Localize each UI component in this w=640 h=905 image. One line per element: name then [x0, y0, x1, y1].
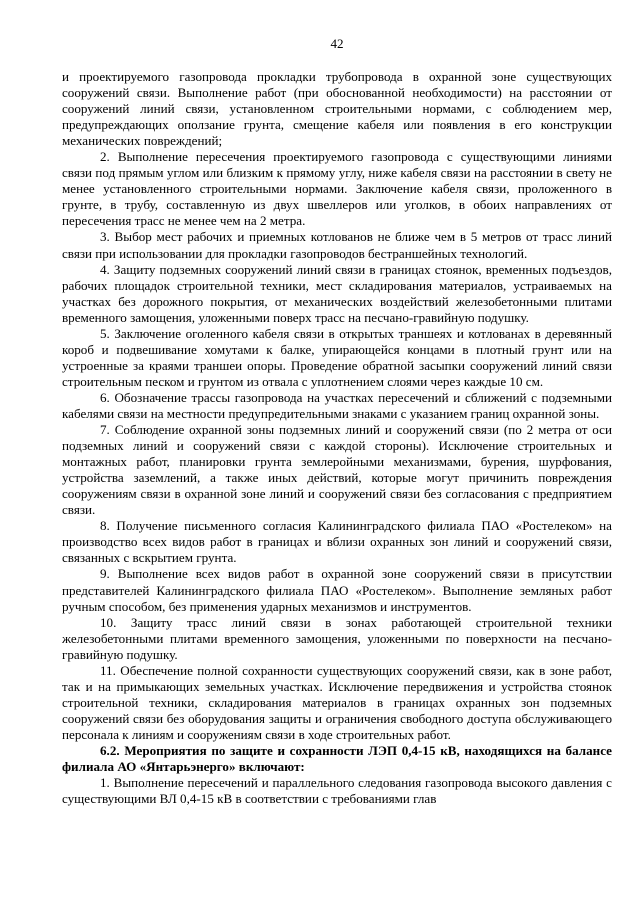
paragraph-item-7: 7. Соблюдение охранной зоны подземных линий и сооружений связи (по 2 метра от оси подземных линий и сооружений связи с каждой стороны). Исключение строительных и монтажных работ, планировки грунта землеройными механизмами, бурения, шурфования, устройства заземлений, а также иных действий, которые могут причинить повреждения сооружениям связи в охранной зоне линий и сооружений связи без согласования с предприятием связи. [62, 422, 612, 518]
paragraph-item-6: 6. Обозначение трассы газопровода на участках пересечений и сближений с подземными кабелями связи на местности предупредительными знаками с указанием границ охранной зоны. [62, 389, 612, 421]
paragraph-item-4: 4. Защиту подземных сооружений линий связи в границах стоянок, временных подъездов, рабочих площадок строительной техники, мест складирования материалов, устраиваемых на участках без дорожного покрытия, от механических воздействий железобетонными плитами временного замощения, уложенными поверх трасс на песчано-гравийную подушку. [62, 261, 612, 325]
paragraph-item-9: 9. Выполнение всех видов работ в охранной зоне сооружений связи в присутствии представителей Калининградского филиала ПАО «Ростелеком». Выполнение земляных работ ручным способом, без применения ударных механизмов и инструментов. [62, 566, 612, 614]
paragraph-item-11: 11. Обеспечение полной сохранности существующих сооружений связи, как в зоне работ, так и на примыкающих земельных участках. Исключение передвижения и устройства стоянок строительной техники, складирования материалов в границах охранных зон подземных сооружений связи без оборудования защиты и ограничения свободного доступа обслуживающего персонала к линиям и сооружениям связи в ходе строительных работ. [62, 662, 612, 742]
paragraph-item-3: 3. Выбор мест рабочих и приемных котлованов не ближе чем в 5 метров от трасс линий связи при использовании для прокладки газопроводов бестраншейных технологий. [62, 229, 612, 261]
paragraph-item-8: 8. Получение письменного согласия Калининградского филиала ПАО «Ростелеком» на производство всех видов работ в границах и вблизи охранных зон линий и сооружений связи, связанных с вскрытием грунта. [62, 518, 612, 566]
paragraph-item-5: 5. Заключение оголенного кабеля связи в открытых траншеях и котлованах в деревянный короб и подвешивание хомутами к балке, упирающейся концами в плотный грунт или на устроенные за краями траншеи опоры. Проведение обратной засыпки сооружений линий связи строительным песком и грунтом из отвала с уплотнением слоями через каждые 10 см. [62, 325, 612, 389]
section-heading: 6.2. Мероприятия по защите и сохранности ЛЭП 0,4-15 кВ, находящихся на балансе филиала АО «Янтарьэнерго» включают: [62, 742, 612, 775]
paragraph-continuation: и проектируемого газопровода прокладки трубопровода в охранной зоне существующих сооружений связи. Выполнение работ (при обоснованной необходимости) на расстоянии от сооружений линий связи, установленном строительными нормами, с соблюдением мер, предупреждающих оползание грунта, смещение кабеля или появления в его конструкции механических повреждений; [62, 69, 612, 149]
paragraph-section-item-1: 1. Выполнение пересечений и параллельного следования газопровода высокого давления с существующими ВЛ 0,4-15 кВ в соответствии с требованиями глав [62, 775, 612, 807]
paragraph-item-10: 10. Защиту трасс линий связи в зонах работающей строительной техники железобетонными плитами временного замощения, уложенными по поверхности на песчано-гравийную подушку. [62, 614, 612, 662]
paragraph-item-2: 2. Выполнение пересечения проектируемого газопровода с существующими линиями связи под прямым углом или близким к прямому углу, ниже кабеля связи на расстоянии в свету не менее установленного строительными нормами. Заключение кабеля связи, проложенного в грунте, в трубу, составленную из двух швеллеров или уголков, в обоих направлениях от пересечения трасс не менее чем на 2 метра. [62, 149, 612, 229]
page-number: 42 [330, 36, 344, 51]
